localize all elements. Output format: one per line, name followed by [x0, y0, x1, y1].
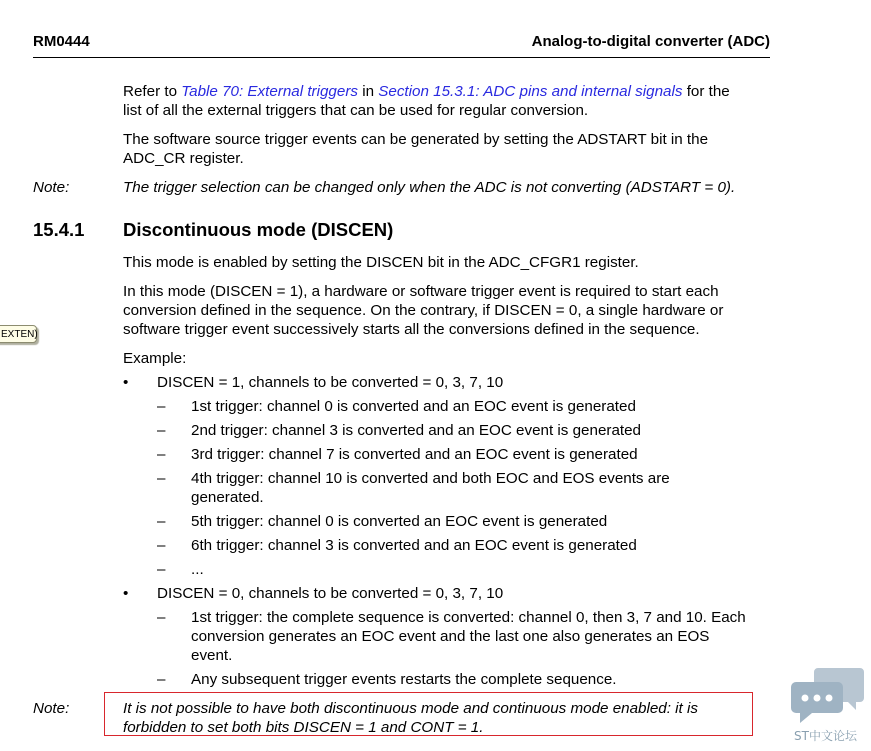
sub-list-item: Any subsequent trigger events restarts the complete sequence. [191, 671, 617, 688]
intro-paragraph-line2: list of all the external triggers that can be used for regular conversion. [123, 102, 589, 119]
forum-chat-icon [790, 668, 864, 731]
example-label: Example: [123, 350, 187, 367]
bullet-item: DISCEN = 0, channels to be converted = 0, 3, 7, 10 [157, 585, 504, 602]
sub-list-item: 3rd trigger: channel 7 is converted and an EOC event is generated [191, 446, 638, 463]
software-trigger-paragraph: The software source trigger events can be generated by setting the ADSTART bit in the [123, 131, 709, 148]
dash-icon: – [157, 422, 166, 439]
sub-list-item: generated. [191, 489, 264, 506]
intro-text: in [357, 83, 379, 100]
document-id: RM0444 [33, 33, 90, 50]
header-rule [33, 57, 770, 58]
note-label: Note: [33, 179, 70, 196]
intro-text: for the [682, 83, 730, 100]
sub-list-item: 6th trigger: channel 3 is converted and an EOC event is generated [191, 537, 637, 554]
sub-list-item: 5th trigger: channel 0 is converted an EOC event is generated [191, 513, 608, 530]
sub-list-item: conversion generates an EOC event and the last one also generates an EOS [191, 628, 710, 645]
note-text: It is not possible to have both discontinuous mode and continuous mode enabled: it is [123, 700, 698, 717]
section-title: Discontinuous mode (DISCEN) [123, 219, 394, 240]
note-text: The trigger selection can be changed only when the ADC is not converting (ADSTART = 0). [123, 179, 736, 196]
dash-icon: – [157, 446, 166, 463]
margin-annotation-tag[interactable]: EXTEN) [0, 325, 37, 343]
bullet-icon: • [123, 374, 129, 391]
section-number: 15.4.1 [33, 219, 85, 240]
dash-icon: – [157, 513, 166, 530]
sub-list-item: 1st trigger: the complete sequence is converted: channel 0, then 3, 7 and 10. Each [191, 609, 746, 626]
dash-icon: – [157, 470, 166, 487]
dash-icon: – [157, 609, 166, 626]
bullet-icon: • [123, 585, 129, 602]
section-15-3-1-link[interactable]: Section 15.3.1: ADC pins and internal signals [378, 83, 683, 100]
chapter-title: Analog-to-digital converter (ADC) [531, 33, 770, 50]
sub-list-item: ... [191, 561, 204, 578]
sub-list-item: 4th trigger: channel 10 is converted and both EOC and EOS events are [191, 470, 670, 487]
section-paragraph: In this mode (DISCEN = 1), a hardware or software trigger event is required to start each [123, 283, 719, 300]
dash-icon: – [157, 671, 166, 688]
dash-icon: – [157, 398, 166, 415]
sub-list-item: 1st trigger: channel 0 is converted and an EOC event is generated [191, 398, 636, 415]
software-trigger-paragraph: ADC_CR register. [123, 150, 244, 167]
section-paragraph: This mode is enabled by setting the DISCEN bit in the ADC_CFGR1 register. [123, 254, 639, 271]
note-label: Note: [33, 700, 70, 717]
forum-watermark-text: ST中文论坛 [794, 729, 857, 743]
sub-list-item: event. [191, 647, 233, 664]
dash-icon: – [157, 537, 166, 554]
note-text: forbidden to set both bits DISCEN = 1 and CONT = 1. [123, 719, 484, 736]
sub-list-item: 2nd trigger: channel 3 is converted and an EOC event is generated [191, 422, 642, 439]
table-70-link[interactable]: Table 70: External triggers [181, 83, 358, 100]
intro-text: Refer to [123, 83, 182, 100]
bullet-item: DISCEN = 1, channels to be converted = 0, 3, 7, 10 [157, 374, 504, 391]
dash-icon: – [157, 561, 166, 578]
intro-paragraph-line1 [123, 82, 730, 102]
section-paragraph: conversion defined in the sequence. On the contrary, if DISCEN = 0, a single hardware or [123, 302, 724, 319]
section-paragraph: software trigger event successively starts all the conversions defined in the sequence. [123, 321, 700, 338]
